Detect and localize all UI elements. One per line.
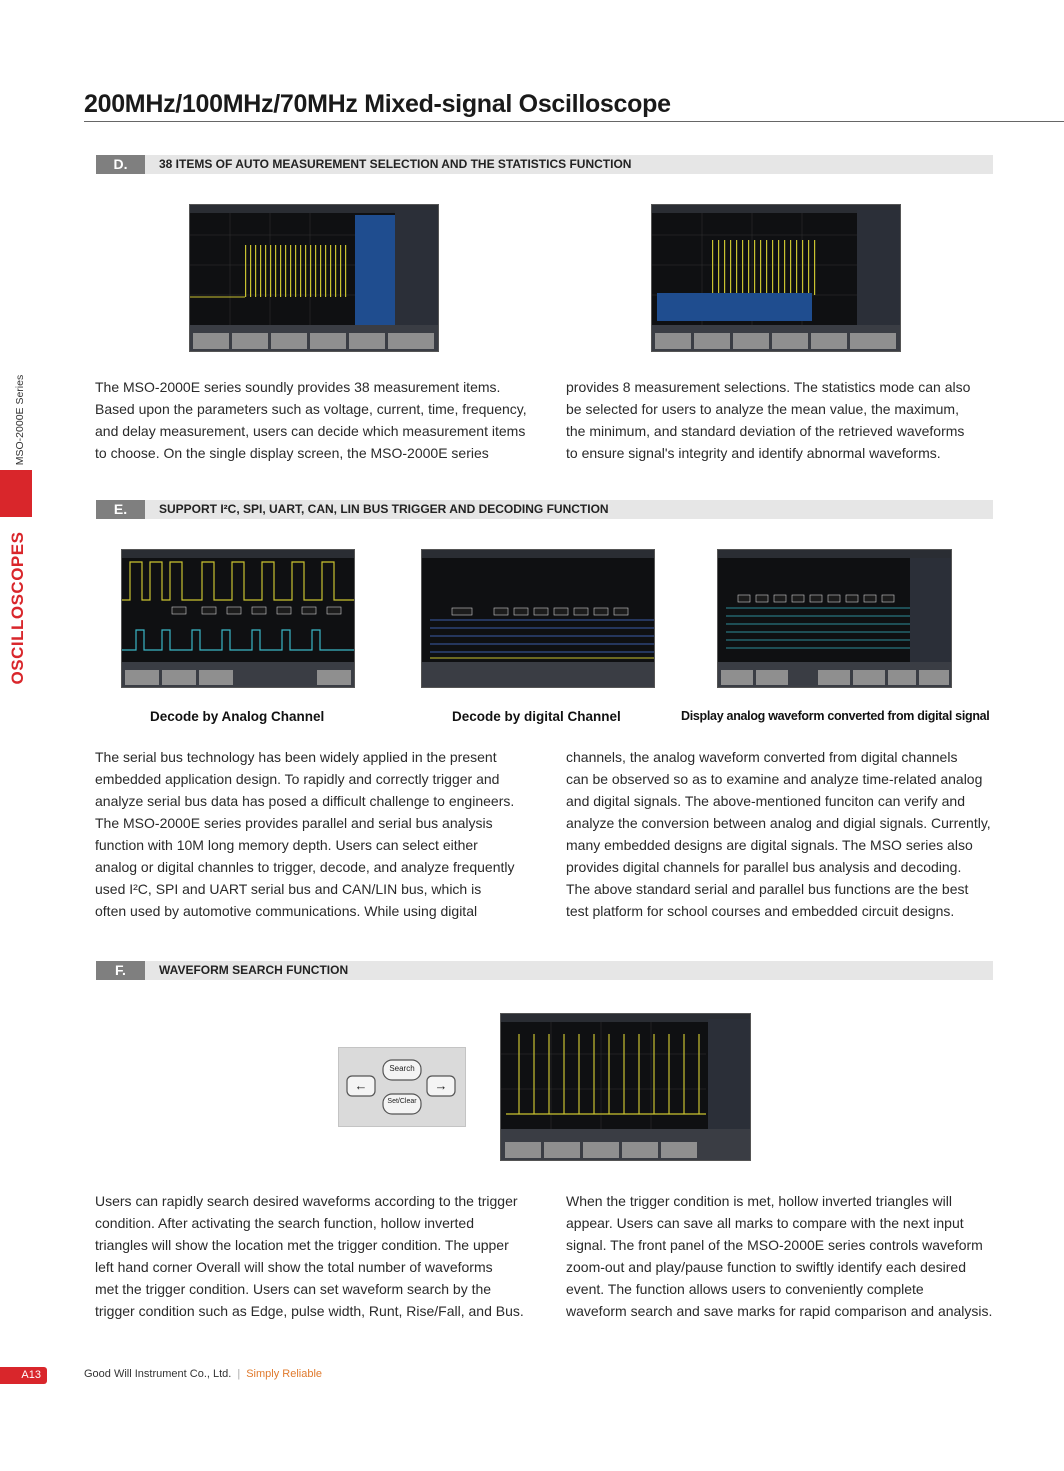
title-rule bbox=[84, 121, 1064, 122]
footer-company: Good Will Instrument Co., Ltd. bbox=[84, 1368, 232, 1380]
section-f-text-left: Users can rapidly search desired waveforms according to the trigger condition. After activating the search function, hollow inverted triangles will show the location met the trigger condition. The upper left hand corner Overall will show the total number of waveforms met the trigger condition. Users can set waveform search by the trigger condition such as Edge, pulse width, Runt, Rise/Fall, and Bus. bbox=[95, 1193, 524, 1319]
section-e-header bbox=[96, 500, 993, 519]
left-arrow-icon: ← bbox=[354, 1078, 368, 1093]
section-letter: E. bbox=[96, 500, 145, 519]
section-f-text-right: When the trigger condition is met, hollow inverted triangles will appear. Users can save all marks to compare with the next input signal. The front panel of the MSO-2000E series controls waveform zoom-out and play/pause function to swiftly identify each desired event. The function allows users to conveniently complete waveform search and save marks for rapid comparison and analysis. bbox=[566, 1193, 993, 1319]
sidebar-category-label: OSCILLOSCOPES bbox=[8, 531, 27, 685]
caption-analog-decode: Decode by Analog Channel bbox=[150, 709, 325, 724]
scope-screenshot-digital-decode bbox=[421, 549, 655, 688]
scope-screenshot-analog-decode bbox=[121, 549, 355, 688]
set-clear-key-label: Set/Clear bbox=[387, 1098, 417, 1105]
section-heading: 38 ITEMS OF AUTO MEASUREMENT SELECTION AND THE STATISTICS FUNCTION bbox=[159, 157, 632, 171]
section-d-text-left: The MSO-2000E series soundly provides 38 measurement items. Based upon the parameters such as voltage, current, time, frequency, and delay measurement, users can decide which measurement items to choose. On the single display screen, the MSO-2000E series bbox=[95, 379, 527, 461]
section-f-header bbox=[96, 961, 993, 980]
search-keypad-photo bbox=[338, 1047, 466, 1127]
caption-analog-from-digital: Display analog waveform converted from digital signal bbox=[681, 709, 990, 723]
section-letter: D. bbox=[96, 155, 145, 174]
right-arrow-icon: → bbox=[434, 1078, 448, 1093]
scope-screenshot-measurement bbox=[189, 204, 439, 352]
scope-screenshot-analog-from-digital bbox=[717, 549, 952, 688]
section-heading: SUPPORT I²C, SPI, UART, CAN, LIN BUS TRIGGER AND DECODING FUNCTION bbox=[159, 502, 609, 516]
section-d-text-right: provides 8 measurement selections. The statistics mode can also be selected for users to analyze the mean value, the maximum, the minimum, and standard deviation of the retrieved waveforms to ensure signal's integrity and identify abnormal waveforms. bbox=[566, 379, 971, 461]
sidebar-series-label: MSO-2000E Series bbox=[14, 374, 26, 466]
page-number-badge: A13 bbox=[0, 1367, 47, 1384]
page-title: 200MHz/100MHz/70MHz Mixed-signal Oscilloscope bbox=[84, 90, 671, 118]
section-letter: F. bbox=[96, 961, 145, 980]
search-key-label: Search bbox=[389, 1064, 415, 1073]
section-e-text-right: channels, the analog waveform converted from digital channels can be observed so as to examine and analyze time-related analog and digital signals. The above-mentioned funciton can verify and analyze the conversion between analog and digial signals. Currently, many embedded designs are digital signals. The MSO series also provides digital channels for parallel bus analysis and decoding. The above standard serial and parallel bus functions are the best test platform for school courses and embedded circuit designs. bbox=[566, 749, 991, 919]
section-heading: WAVEFORM SEARCH FUNCTION bbox=[159, 963, 349, 977]
caption-digital-decode: Decode by digital Channel bbox=[452, 709, 621, 724]
scope-screenshot-statistics bbox=[651, 204, 901, 352]
footer-separator: | bbox=[237, 1368, 241, 1380]
section-d-header bbox=[96, 155, 993, 174]
sidebar-red-block bbox=[0, 470, 32, 517]
footer-tagline: Simply Reliable bbox=[246, 1368, 323, 1380]
scope-screenshot-waveform-search bbox=[500, 1013, 751, 1161]
section-e-text-left: The serial bus technology has been widely applied in the present embedded application design. To rapidly and correctly trigger and analyze serial bus data has posed a difficult challenge to engineers. The MSO-2000E series provides parallel and serial bus analysis function with 10M long memory depth. Users can select either analog or digital channles to trigger, decode, and analyze frequently used I²C, SPI and UART serial bus and CAN/LIN bus, which is often used by automotive communications. While using digital bbox=[95, 749, 515, 919]
footer bbox=[84, 1368, 322, 1380]
